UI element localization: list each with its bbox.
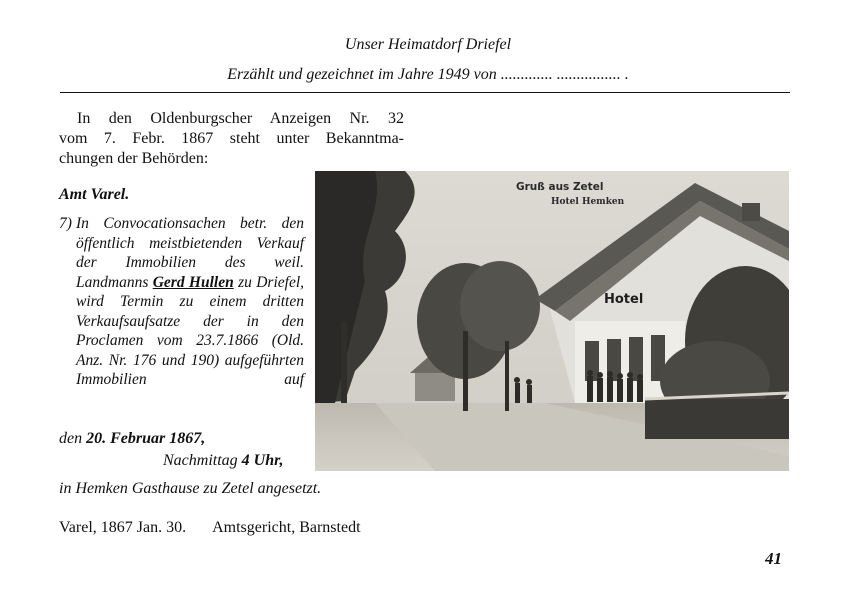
date-prefix: den xyxy=(59,430,83,447)
time-prefix: Nachmittag xyxy=(163,452,238,469)
notice-text: zu Driefel, wird Termin zu einem dritten Verkaufsaufsatze der in den Proclamen vom 23.7.1866 (Old. Anz. Nr. 176 und 190) aufgeführten Immobilien auf xyxy=(76,273,305,388)
notice-authority: Amt Varel. xyxy=(59,186,130,203)
header-subtitle: Erzählt und gezeichnet im Jahre 1949 von ............. ................ . xyxy=(227,66,629,83)
photo-caption: Hotel Hemken xyxy=(551,197,625,207)
photo-caption: Gruß aus Zetel xyxy=(516,181,604,193)
notice-place: in Hemken Gasthause zu Zetel angesetzt. xyxy=(59,480,322,497)
hotel-sign: Hotel xyxy=(604,292,644,307)
intro-line: In den Oldenburgscher Anzeigen Nr. 32 xyxy=(77,110,404,127)
notice-date-line xyxy=(59,430,205,448)
notice-date: 20. Februar 1867, xyxy=(86,430,206,447)
signature-place-date: Varel, 1867 Jan. 30. xyxy=(59,519,187,536)
page-number: 41 xyxy=(765,549,782,568)
notice-item xyxy=(59,214,304,390)
notice-text: In Convocationsachen betr. den öffentlich meistbietenden Verkauf der Immobilien des weil. Landmanns xyxy=(76,215,304,291)
signature-court: Amtsgericht, Barnstedt xyxy=(212,519,361,536)
intro-line: vom 7. Febr. 1867 steht unter Bekanntma- xyxy=(59,130,404,147)
notice-time: 4 Uhr, xyxy=(241,452,284,469)
notice-name: Gerd Hullen xyxy=(152,273,234,291)
intro-line: chungen der Behörden: xyxy=(59,150,209,167)
intro-paragraph xyxy=(59,109,404,169)
signature-line xyxy=(59,519,361,537)
notice-number: 7) xyxy=(59,215,72,232)
header-title: Unser Heimatdorf Driefel xyxy=(344,36,512,53)
header-rule xyxy=(60,92,790,93)
photo-illustration xyxy=(315,171,789,471)
historic-photo xyxy=(315,171,789,471)
notice-time-line xyxy=(163,452,283,470)
